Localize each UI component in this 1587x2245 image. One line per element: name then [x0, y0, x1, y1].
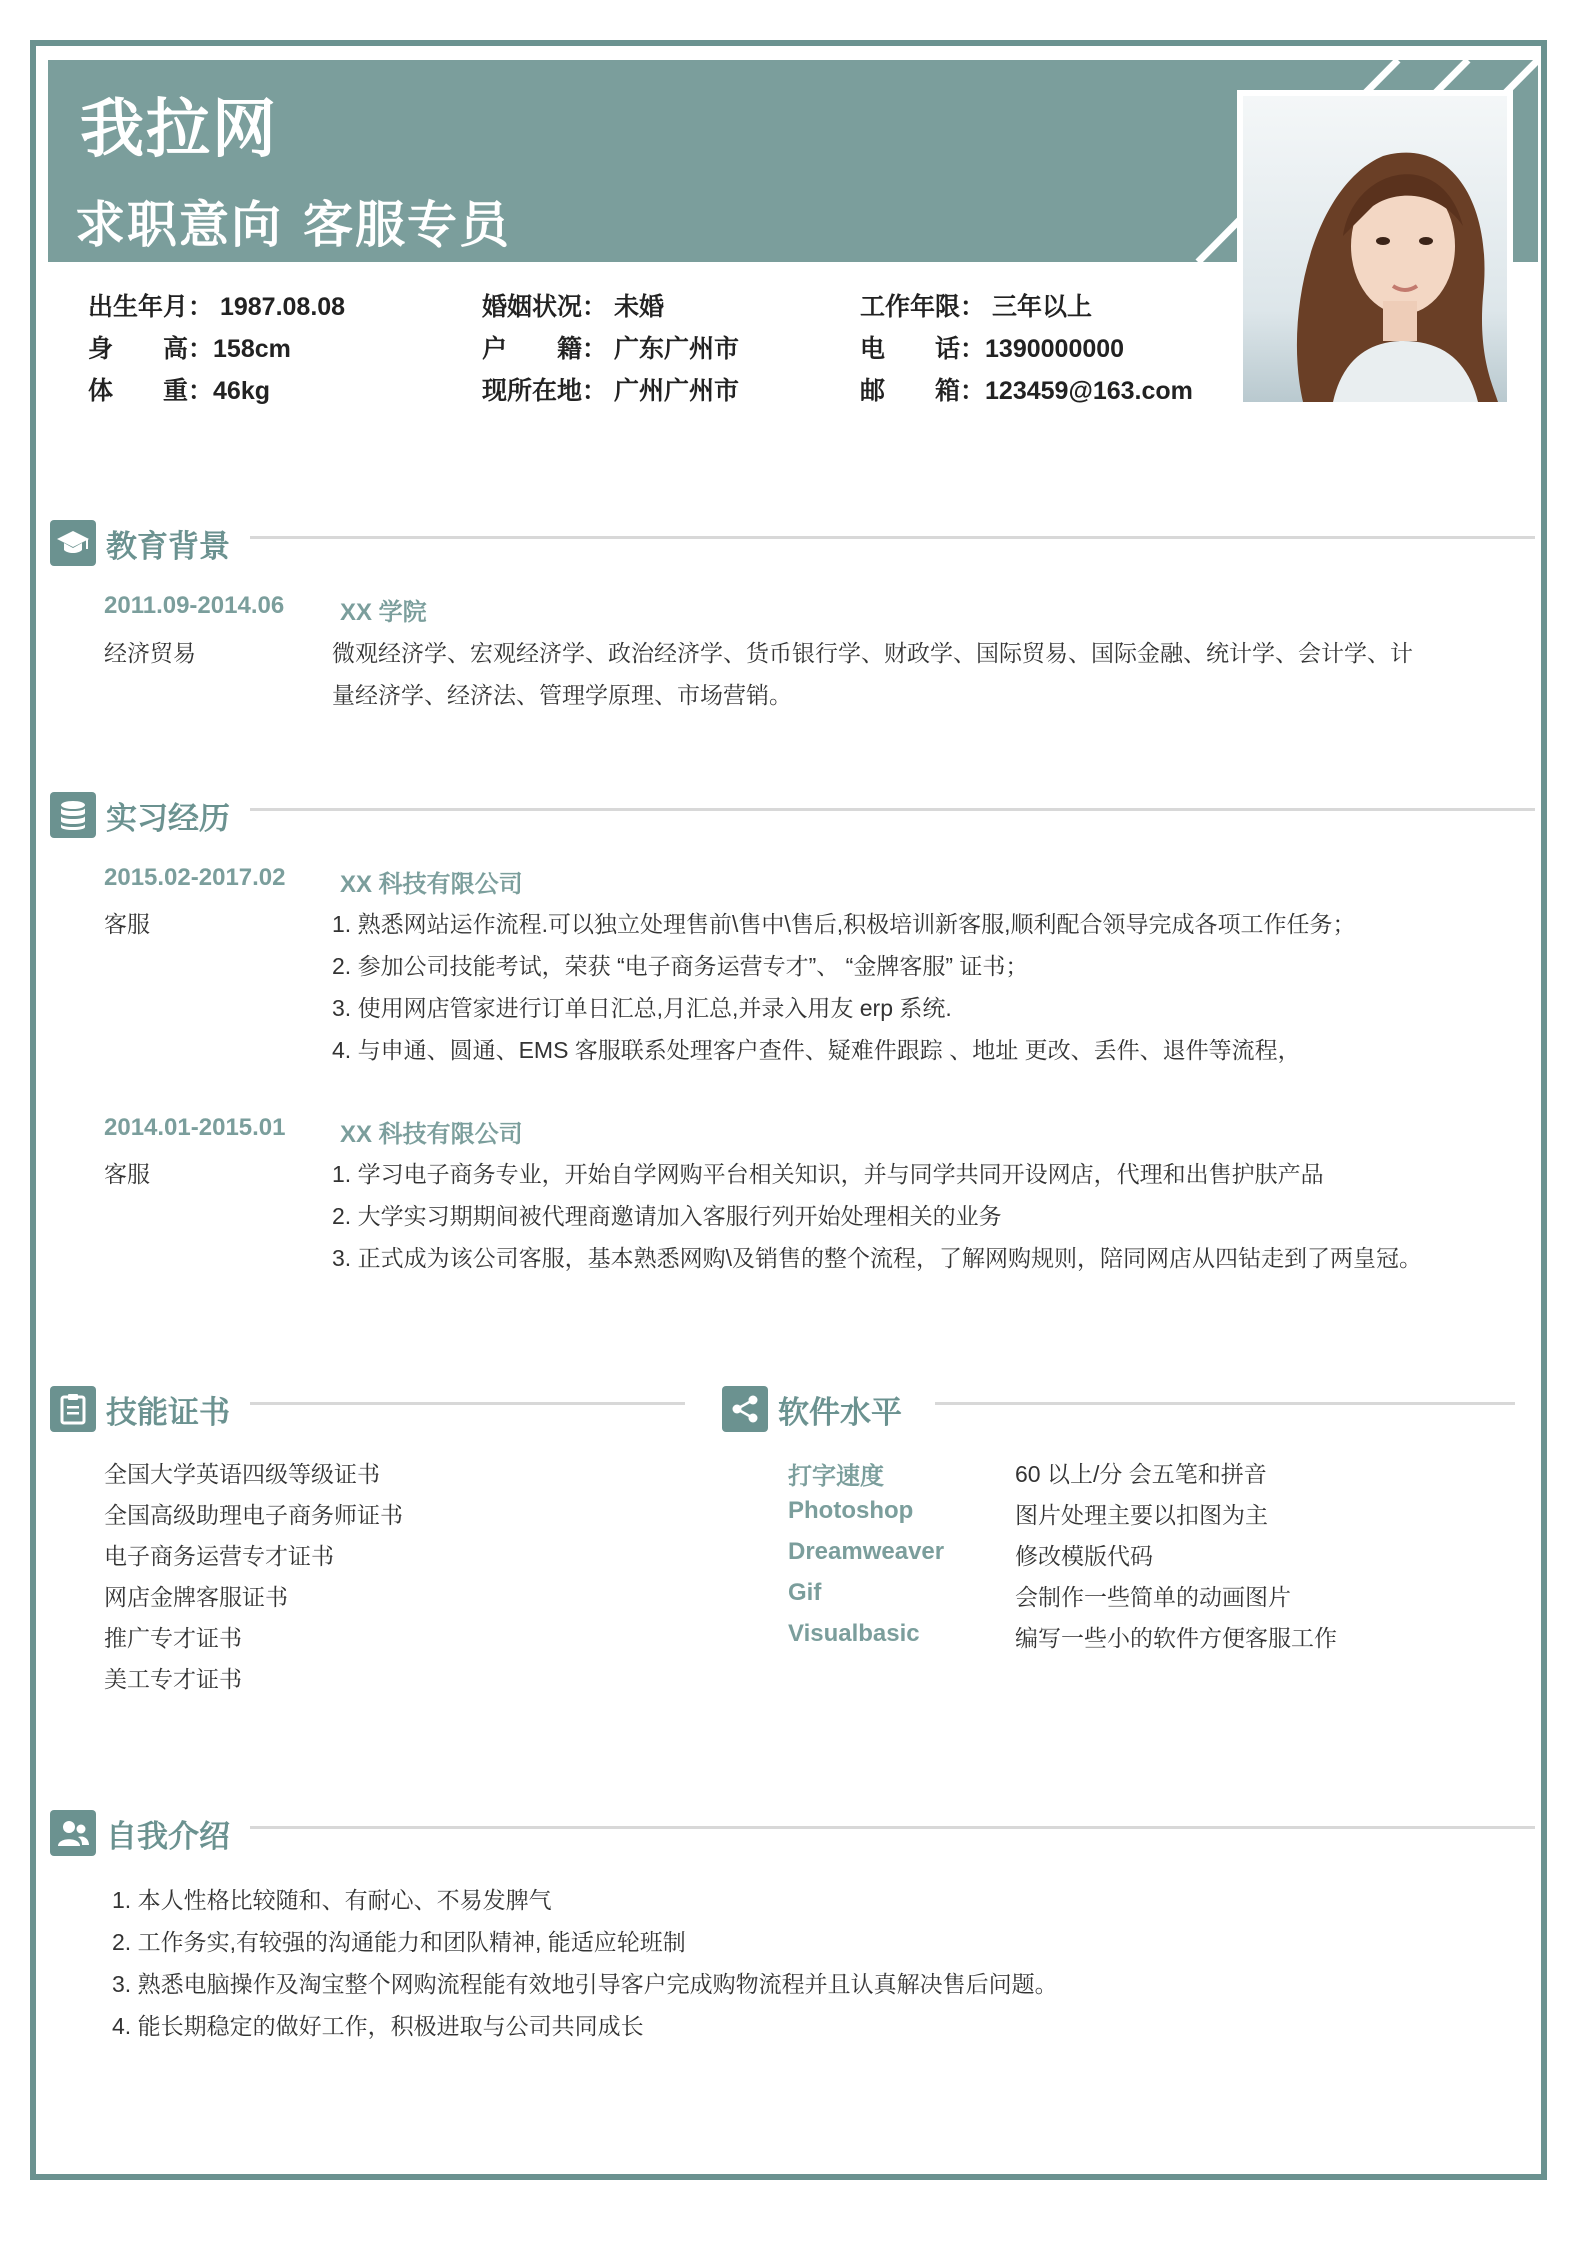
info-weight-value: 46kg [213, 377, 270, 405]
section-certificates-title [50, 1384, 230, 1434]
software-desc: 60 以上/分 会五笔和拼音 [1015, 1461, 1267, 1487]
profile-photo [1237, 90, 1513, 408]
software-desc: 图片处理主要以扣图为主 [1015, 1502, 1268, 1528]
software-desc: 修改模版代码 [1015, 1543, 1153, 1569]
info-years-label: 工作年限： [860, 293, 986, 321]
software-name: Photoshop [788, 1497, 914, 1524]
job2-item: 2. 大学实习期期间被代理商邀请加入客服行列开始处理相关的业务 [332, 1203, 1002, 1229]
self-intro-item: 1. 本人性格比较随和、有耐心、不易发脾气 [112, 1887, 552, 1913]
section-internship-label: 实习经历 [106, 800, 230, 836]
info-hukou [482, 329, 739, 365]
info-hukou-label: 户 籍： [482, 335, 608, 363]
job1-date: 2015.02-2017.02 [104, 864, 286, 891]
certificate-item: 美工专才证书 [104, 1666, 242, 1692]
info-residence-label: 现所在地： [482, 377, 608, 405]
info-height [88, 329, 291, 365]
info-birth-value: 1987.08.08 [219, 293, 346, 321]
info-residence-value: 广州广州市 [613, 377, 739, 405]
job1-item: 3. 使用网店管家进行订单日汇总,月汇总,并录入用友 erp 系统. [332, 995, 952, 1021]
info-weight [88, 371, 270, 407]
job1-item: 4. 与申通、圆通、EMS 客服联系处理客户查件、疑难件跟踪 、地址 更改、丢件、退件等流程， [332, 1037, 1301, 1063]
info-marital-value: 未婚 [613, 293, 664, 321]
education-courses-line1: 微观经济学、宏观经济学、政治经济学、货币银行学、财政学、国际贸易、国际金融、统计学、会计学、计 [332, 640, 1413, 666]
software-name: 打字速度 [788, 1463, 884, 1490]
info-email [860, 371, 1193, 407]
info-birth-label: 出生年月： [88, 293, 214, 321]
certificate-item: 网店金牌客服证书 [104, 1584, 288, 1610]
software-desc: 会制作一些简单的动画图片 [1015, 1584, 1291, 1610]
job2-role: 客服 [104, 1161, 150, 1187]
info-phone-value: 1390000000 [985, 335, 1125, 363]
job2-date: 2014.01-2015.01 [104, 1114, 286, 1141]
section-self-intro-divider [250, 1826, 1535, 1829]
candidate-name: 我拉网 [80, 93, 278, 165]
section-certificates-label: 技能证书 [106, 1394, 230, 1430]
info-email-value: 123459@163.com [985, 377, 1193, 405]
self-intro-item: 4. 能长期稳定的做好工作，积极进取与公司共同成长 [112, 2013, 644, 2039]
software-name: Visualbasic [788, 1620, 920, 1647]
job1-item: 1. 熟悉网站运作流程.可以独立处理售前\售中\售后,积极培训新客服,顺利配合领导完成各项工作任务； [332, 911, 1356, 937]
job1-role: 客服 [104, 911, 150, 937]
education-courses-line2: 量经济学、经济法、管理学原理、市场营销。 [332, 682, 792, 708]
job1-item: 2. 参加公司技能考试，荣获 “电子商务运营专才”、 “金牌客服” 证书； [332, 953, 1029, 979]
certificate-item: 全国大学英语四级等级证书 [104, 1461, 380, 1487]
section-education-label: 教育背景 [106, 528, 230, 564]
info-phone-label: 电 话： [860, 335, 986, 363]
section-education-title [50, 518, 230, 568]
section-internship-divider [250, 808, 1535, 811]
info-birth [88, 287, 345, 323]
job2-item: 1. 学习电子商务专业，开始自学网购平台相关知识，并与同学共同开设网店，代理和出售护肤产品 [332, 1161, 1324, 1187]
info-email-label: 邮 箱： [860, 377, 986, 405]
section-software-title [722, 1384, 902, 1434]
job2-item: 3. 正式成为该公司客服，基本熟悉网购\及销售的整个流程，了解网购规则，陪同网店从四钻走到了两皇冠。 [332, 1245, 1422, 1271]
certificate-item: 全国高级助理电子商务师证书 [104, 1502, 403, 1528]
graduation-cap-icon [50, 520, 96, 566]
info-height-value: 158cm [213, 335, 291, 363]
database-icon [50, 792, 96, 838]
software-desc: 编写一些小的软件方便客服工作 [1015, 1625, 1337, 1651]
info-hukou-value: 广东广州市 [613, 335, 739, 363]
info-years [860, 287, 1092, 323]
info-phone [860, 329, 1124, 365]
self-intro-item: 2. 工作务实,有较强的沟通能力和团队精神, 能适应轮班制 [112, 1929, 686, 1955]
job2-company: XX 科技有限公司 [340, 1121, 523, 1148]
info-years-value: 三年以上 [991, 293, 1092, 321]
section-self-intro-label: 自我介绍 [106, 1818, 230, 1854]
software-name: Gif [788, 1579, 822, 1606]
users-icon [50, 1810, 96, 1856]
section-software-divider [935, 1402, 1515, 1405]
job-intent-label: 求职意向 [75, 197, 283, 253]
info-weight-label: 体 重： [88, 377, 214, 405]
education-school: XX 学院 [340, 599, 427, 626]
certificate-item: 电子商务运营专才证书 [104, 1543, 334, 1569]
info-marital-label: 婚姻状况： [482, 293, 608, 321]
job-intent [75, 185, 511, 257]
job-intent-position: 客服专员 [303, 197, 511, 253]
info-marital [482, 287, 664, 323]
info-residence [482, 371, 739, 407]
info-height-label: 身 高： [88, 335, 214, 363]
certificate-icon [50, 1386, 96, 1432]
section-software-label: 软件水平 [778, 1394, 902, 1430]
certificate-item: 推广专才证书 [104, 1625, 242, 1651]
education-major: 经济贸易 [104, 640, 196, 666]
job1-company: XX 科技有限公司 [340, 871, 523, 898]
section-internship-title [50, 790, 230, 840]
share-icon [722, 1386, 768, 1432]
section-education-divider [250, 536, 1535, 539]
section-self-intro-title [50, 1808, 230, 1858]
software-name: Dreamweaver [788, 1538, 945, 1565]
education-date: 2011.09-2014.06 [104, 592, 285, 619]
self-intro-item: 3. 熟悉电脑操作及淘宝整个网购流程能有效地引导客户完成购物流程并且认真解决售后问题。 [112, 1971, 1058, 1997]
section-certificates-divider [250, 1402, 685, 1405]
